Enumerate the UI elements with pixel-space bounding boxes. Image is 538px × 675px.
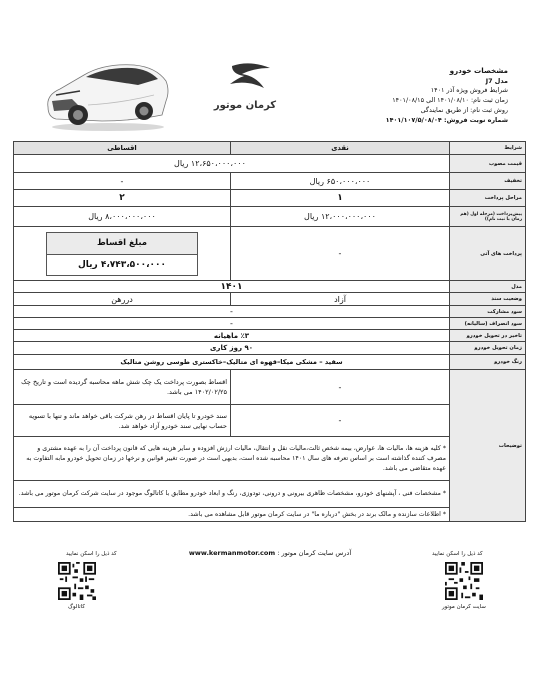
delay-value: - — [14, 318, 450, 330]
car-image — [42, 55, 172, 133]
cash-header: نقدی — [231, 142, 450, 155]
table-row — [14, 355, 526, 370]
header-title: مشخصات خودرو — [449, 66, 508, 75]
site-url[interactable]: www.kermanmotor.com — [188, 549, 276, 557]
kerman-motor-logo-icon — [210, 62, 280, 94]
steps-cash: ۱ — [231, 190, 450, 207]
site-address-label: آدرس سایت کرمان موتور : — [277, 549, 352, 557]
note-specs: * مشخصات فنی ، آپشنهای خودرو، مشخصات ظاهری بیرونی و درونی، تودوزی، رنگ و ابعاد خودرو مطابق با کاتالوگ موجود در سایت شرکت کرمان موتور می باشد. — [14, 481, 450, 508]
installment-amount-value: ۴،۷۴۳،۵۰۰،۰۰۰ ریال — [77, 259, 167, 270]
delivery-label: زمان تحویل خودرو — [450, 342, 526, 355]
discount-installment: - — [14, 173, 231, 190]
remaining-cash: - — [231, 227, 450, 281]
delay-label: سود انصراف (سالیانه) — [450, 318, 526, 330]
terms-label: شرایط — [450, 142, 526, 155]
spec-table — [13, 141, 526, 522]
steps-installment: ۲ — [14, 190, 231, 207]
delivery-delay-value: ٪۳ ماهیانه — [14, 330, 450, 342]
scan-caption-right: کد ذیل را اسکن نمایید — [432, 551, 483, 557]
qr-left-caption: کاتالوگ — [68, 604, 85, 610]
doc-status-label: وضعیت سند — [450, 293, 526, 306]
site-address-line — [180, 549, 360, 557]
delivery-value: ۹۰ روز کاری — [14, 342, 450, 355]
table-row — [14, 173, 526, 190]
qr-right-caption: سایت کرمان موتور — [442, 604, 486, 610]
header-model: مدل J7 — [485, 77, 508, 85]
note-info: * اطلاعات سازنده و مالک برند در بخش "درباره ما" در سایت کرمان موتور قابل مشاهده می باشد. — [14, 508, 450, 522]
note-costs: * کلیه هزینه ها، مالیات ها، عوارض، بیمه شخص ثالث،مالیات نقل و انتقال، مالیات ارزش افزوده و سایر هزینه هایی که قانون پرداخت آن را به عهده مشتری و مصرف کننده گذاشته است بر اساس تعرفه های سال ۱۴۰۱ محاسبه شده است، بدیهی است در صورت تغییر قوانین و نرخها در زمان تحویل خودرو مابه التفاوت به عهده متقاضی می باشد. — [14, 437, 450, 481]
price-label: قیمت مصوب — [450, 155, 526, 173]
table-row — [14, 190, 526, 207]
color-label: رنگ خودرو — [450, 355, 526, 370]
table-row — [14, 142, 526, 155]
doc-cash: آزاد — [231, 293, 450, 306]
partnership-value: - — [14, 306, 450, 318]
table-row — [14, 207, 526, 227]
installment-amount-title: مبلغ اقساط — [47, 233, 197, 255]
header-turn-number: شماره نوبت فروش: ۱۴۰۱/۱۰۷/۵/۰۸/۰۴ — [385, 116, 508, 124]
note-mortgage: سند خودرو تا پایان اقساط در رهن شرکت باقی خواهد ماند و تنها با تسویه حساب نهایی سند خودرو آزاد خواهد شد. — [14, 405, 231, 437]
price-value: ۱۲،۶۵۰،۰۰۰،۰۰۰ ریال — [14, 155, 450, 173]
installment-header: اقساطی — [14, 142, 231, 155]
table-row — [14, 342, 526, 355]
prepay-cash: ۱۲،۰۰۰،۰۰۰،۰۰۰ ریال — [231, 207, 450, 227]
table-row — [14, 227, 526, 281]
table-row — [14, 281, 526, 293]
prepay-installment: ۸،۰۰۰،۰۰۰،۰۰۰ ریال — [14, 207, 231, 227]
scan-caption-left: کد ذیل را اسکن نمایید — [66, 551, 117, 557]
table-row — [14, 370, 526, 405]
discount-label: تخفیف — [450, 173, 526, 190]
notes-label: توضیحات — [450, 370, 526, 522]
qr-code-catalog-icon[interactable] — [58, 562, 96, 600]
brand-name: کرمان موتور — [213, 100, 277, 111]
table-row — [14, 481, 526, 508]
installment-amount-box — [46, 232, 198, 276]
header-method: روش ثبت نام: از طریق نمایندگی — [420, 106, 508, 114]
delivery-delay-label: تاخیر در تحویل خودرو — [450, 330, 526, 342]
table-row — [14, 330, 526, 342]
prepay-label: پیش‌پرداخت (مرحله اول (هم زمان با ثبت نام)) — [450, 207, 526, 227]
header-sale-terms: شرایط فروش ویژه آذر ۱۴۰۱ — [430, 86, 508, 94]
color-value: سفید – مشکی میکا–قهوه ای متالیک–خاکستری طوسی روشن متالیک — [14, 355, 450, 370]
installment-amount-cell — [14, 227, 231, 281]
steps-label: مراحل پرداخت — [450, 190, 526, 207]
header-registration: زمان ثبت نام: ۱۴۰۱/۰۸/۱۰ الی ۱۴۰۱/۰۸/۱۵ — [392, 96, 508, 104]
table-row — [14, 306, 526, 318]
partnership-label: سود مشارکت — [450, 306, 526, 318]
table-row — [14, 437, 526, 481]
table-row — [14, 405, 526, 437]
note-mortgage-cash: - — [231, 405, 450, 437]
doc-installment: دررهن — [14, 293, 231, 306]
table-row — [14, 155, 526, 173]
table-row — [14, 293, 526, 306]
note-cheque: اقساط بصورت پرداخت یک چک شش ماهه محاسبه گردیده است و تاریخ چک ۱۴۰۲/۰۲/۲۵ می باشد. — [14, 370, 231, 405]
note-cheque-cash: - — [231, 370, 450, 405]
model-label: مدل — [450, 281, 526, 293]
table-row — [14, 318, 526, 330]
remaining-label: پرداخت های آتی — [450, 227, 526, 281]
table-row — [14, 508, 526, 522]
brand-logo — [210, 62, 280, 112]
discount-cash: ۶۵۰،۰۰۰،۰۰۰ ریال — [231, 173, 450, 190]
model-value: ۱۴۰۱ — [14, 281, 450, 293]
qr-code-website-icon[interactable] — [445, 562, 483, 600]
